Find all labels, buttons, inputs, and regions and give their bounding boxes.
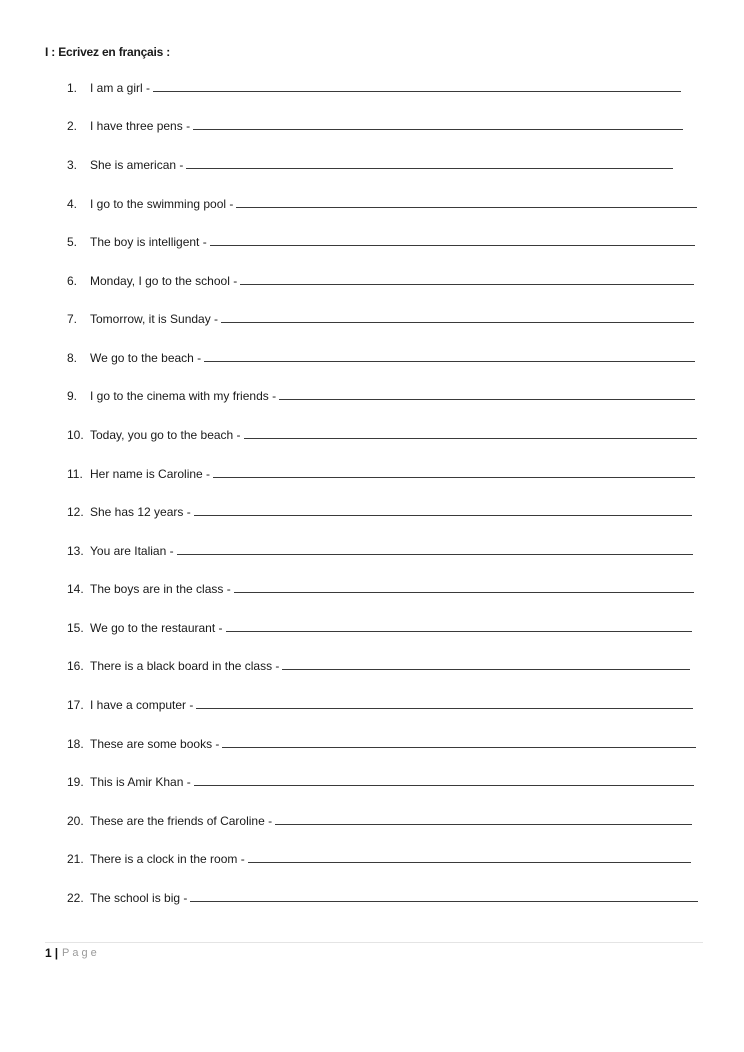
item-prompt: The boys are in the class - — [90, 582, 231, 596]
answer-blank[interactable] — [194, 784, 694, 786]
item-number: 16. — [67, 659, 84, 673]
exercise-item — [67, 231, 695, 249]
exercise-item — [67, 540, 693, 558]
item-number: 8. — [67, 351, 78, 365]
exercise-item — [67, 887, 698, 905]
answer-blank[interactable] — [236, 206, 697, 208]
item-number: 7. — [67, 312, 78, 326]
item-prompt: I have a computer - — [90, 698, 194, 712]
item-prompt: We go to the restaurant - — [90, 621, 223, 635]
answer-blank[interactable] — [240, 283, 694, 285]
item-prompt: She has 12 years - — [90, 505, 191, 519]
exercise-item — [67, 501, 692, 519]
answer-blank[interactable] — [275, 823, 692, 825]
item-number: 20. — [67, 814, 84, 828]
exercise-item — [67, 848, 691, 866]
item-number: 5. — [67, 235, 78, 249]
item-prompt: Monday, I go to the school - — [90, 274, 238, 288]
item-number: 15. — [67, 621, 84, 635]
exercise-heading: I : Ecrivez en français : — [45, 45, 171, 59]
item-prompt: I am a girl - — [90, 81, 151, 95]
item-prompt: The boy is intelligent - — [90, 235, 207, 249]
item-number: 10. — [67, 428, 84, 442]
exercise-item — [67, 463, 695, 481]
item-number: 11. — [67, 467, 83, 481]
item-prompt: There is a black board in the class - — [90, 659, 280, 673]
item-prompt: Today, you go to the beach - — [90, 428, 241, 442]
page-number: 1 — [45, 946, 52, 960]
answer-blank[interactable] — [244, 437, 697, 439]
answer-blank[interactable] — [282, 668, 690, 670]
exercise-item — [67, 578, 694, 596]
exercise-item — [67, 385, 695, 403]
item-prompt: Tomorrow, it is Sunday - — [90, 312, 219, 326]
exercise-item — [67, 771, 694, 789]
answer-blank[interactable] — [279, 398, 695, 400]
answer-blank[interactable] — [190, 900, 698, 902]
answer-blank[interactable] — [196, 707, 693, 709]
footer-divider — [45, 942, 703, 943]
exercise-item — [67, 810, 692, 828]
answer-blank[interactable] — [210, 244, 695, 246]
footer-separator: | — [54, 946, 59, 960]
item-number: 22. — [67, 891, 84, 905]
exercise-item — [67, 270, 694, 288]
item-prompt: This is Amir Khan - — [90, 775, 191, 789]
answer-blank[interactable] — [222, 746, 696, 748]
exercise-item — [67, 193, 697, 211]
answer-blank[interactable] — [193, 128, 683, 130]
answer-blank[interactable] — [221, 321, 694, 323]
item-number: 14. — [67, 582, 84, 596]
page-footer — [45, 946, 100, 960]
item-prompt: The school is big - — [90, 891, 188, 905]
exercise-item — [67, 308, 694, 326]
item-prompt: There is a clock in the room - — [90, 852, 245, 866]
answer-blank[interactable] — [248, 861, 691, 863]
answer-blank[interactable] — [186, 167, 673, 169]
item-number: 2. — [67, 119, 78, 133]
answer-blank[interactable] — [194, 514, 692, 516]
exercise-item — [67, 347, 695, 365]
item-number: 1. — [67, 81, 78, 95]
item-number: 3. — [67, 158, 78, 172]
answer-blank[interactable] — [153, 90, 681, 92]
item-prompt: We go to the beach - — [90, 351, 202, 365]
page-label: Page — [62, 947, 100, 959]
exercise-item — [67, 733, 696, 751]
item-number: 13. — [67, 544, 84, 558]
answer-blank[interactable] — [213, 476, 695, 478]
answer-blank[interactable] — [204, 360, 695, 362]
item-prompt: These are the friends of Caroline - — [90, 814, 273, 828]
item-number: 17. — [67, 698, 84, 712]
item-prompt: These are some books - — [90, 737, 220, 751]
item-prompt: I go to the cinema with my friends - — [90, 389, 277, 403]
item-number: 9. — [67, 389, 78, 403]
item-number: 4. — [67, 197, 78, 211]
exercise-item — [67, 424, 697, 442]
item-prompt: You are Italian - — [90, 544, 174, 558]
answer-blank[interactable] — [234, 591, 694, 593]
item-number: 21. — [67, 852, 84, 866]
answer-blank[interactable] — [226, 630, 692, 632]
item-prompt: I have three pens - — [90, 119, 191, 133]
item-prompt: I go to the swimming pool - — [90, 197, 234, 211]
exercise-item — [67, 154, 673, 172]
item-number: 18. — [67, 737, 84, 751]
item-number: 19. — [67, 775, 84, 789]
item-number: 6. — [67, 274, 78, 288]
exercise-item — [67, 655, 690, 673]
item-prompt: Her name is Caroline - — [90, 467, 211, 481]
answer-blank[interactable] — [177, 553, 693, 555]
item-prompt: She is american - — [90, 158, 184, 172]
exercise-item — [67, 115, 683, 133]
exercise-item — [67, 77, 681, 95]
exercise-item — [67, 694, 693, 712]
item-number: 12. — [67, 505, 84, 519]
exercise-item — [67, 617, 692, 635]
